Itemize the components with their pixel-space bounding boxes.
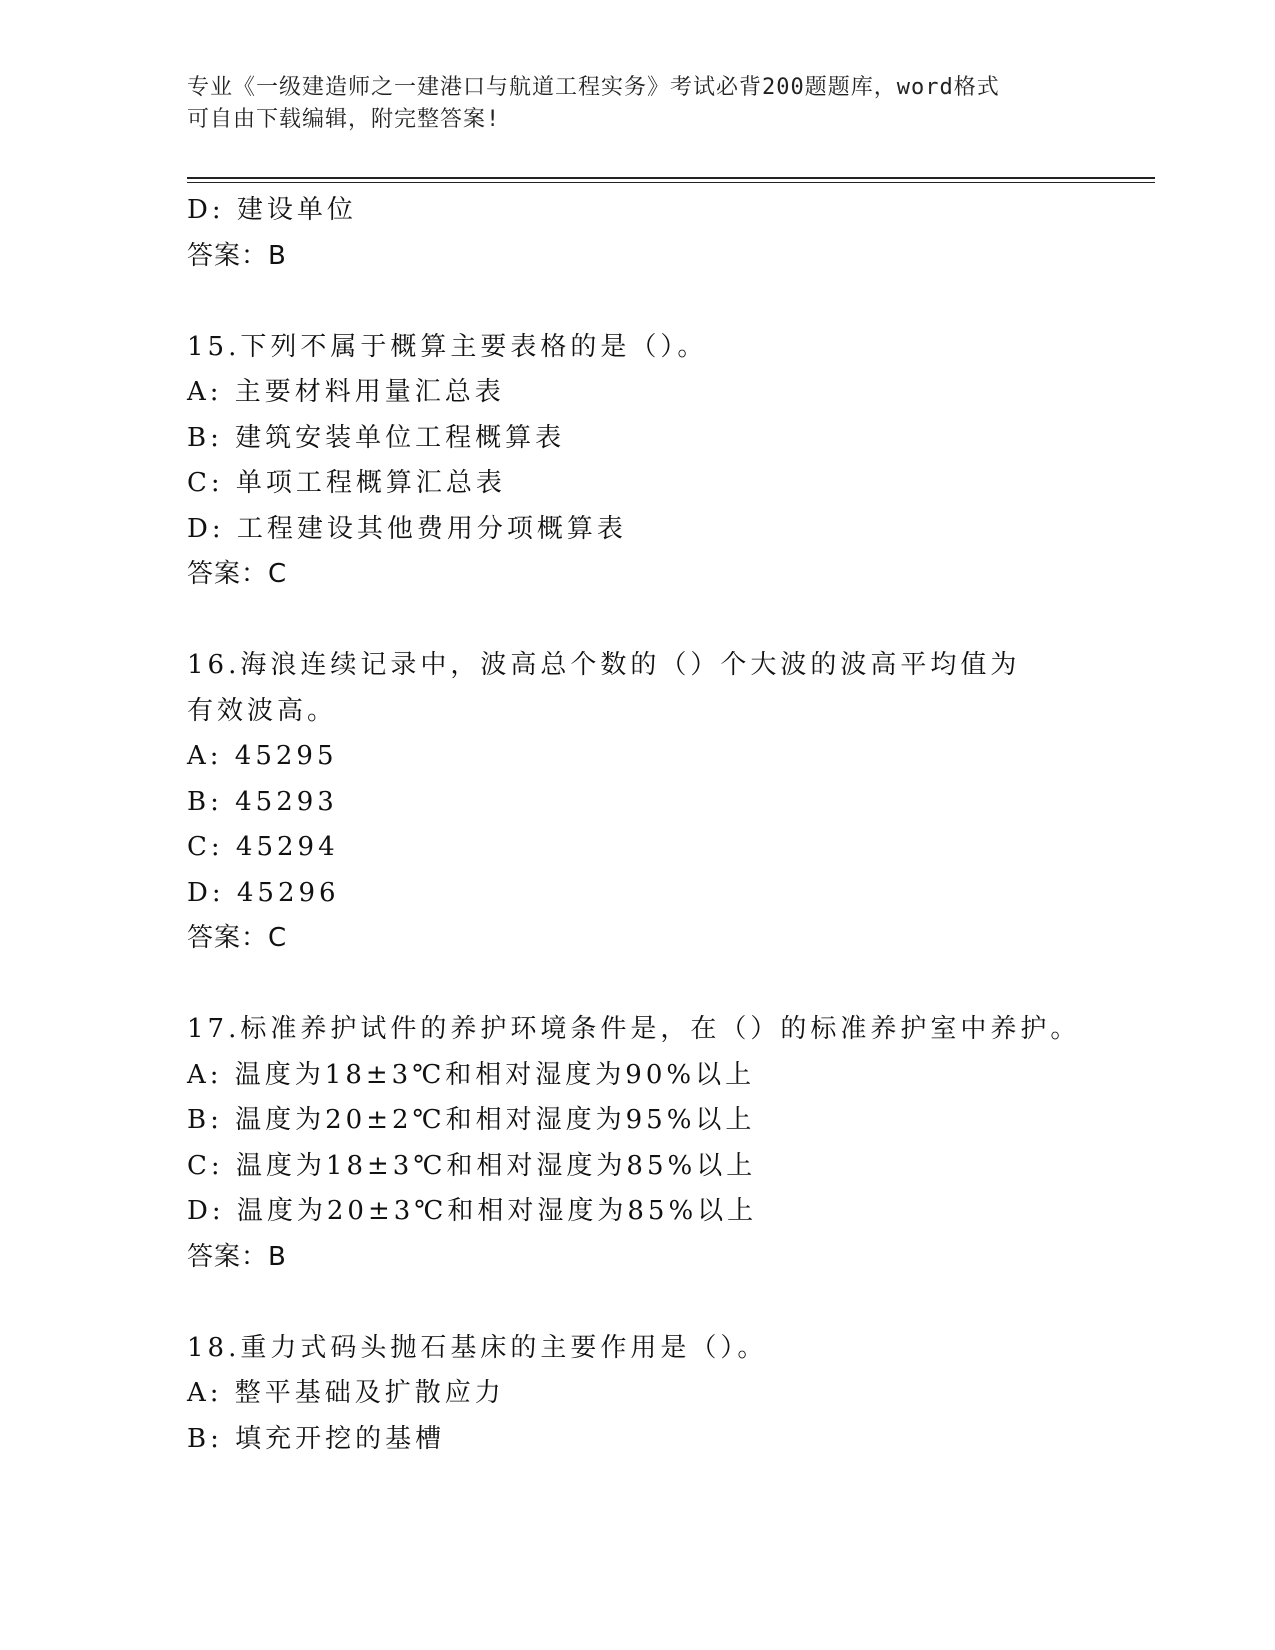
question-stem: 16.海浪连续记录中，波高总个数的（）个大波的波高平均值为有效波高。 bbox=[187, 650, 1021, 726]
option-b: B: 建筑安装单位工程概算表 bbox=[187, 422, 566, 453]
header-rule-thin bbox=[187, 182, 1155, 183]
option-a: A: 45295 bbox=[187, 741, 338, 771]
option-d: D: 工程建设其他费用分项概算表 bbox=[187, 513, 627, 544]
option-d: D: 温度为20±3℃和相对湿度为85%以上 bbox=[187, 1196, 758, 1226]
prev-answer: 答案：B bbox=[187, 240, 287, 271]
option-b: B: 填充开挖的基槽 bbox=[187, 1423, 446, 1454]
answer: 答案：B bbox=[187, 1241, 287, 1272]
option-c: C: 单项工程概算汇总表 bbox=[187, 468, 506, 498]
answer: 答案：C bbox=[187, 923, 288, 953]
question-stem: 17.标准养护试件的养护环境条件是，在（）的标准养护室中养护。 bbox=[187, 1014, 1081, 1044]
option-a: A: 温度为18±3℃和相对湿度为90%以上 bbox=[187, 1059, 756, 1090]
question-stem: 15.下列不属于概算主要表格的是（）。 bbox=[187, 331, 708, 362]
option-c: C: 45294 bbox=[187, 832, 339, 862]
option-b: B: 45293 bbox=[187, 786, 338, 817]
question-stem: 18.重力式码头抛石基床的主要作用是（）。 bbox=[187, 1332, 768, 1363]
question-18 bbox=[187, 1326, 1087, 1463]
question-16 bbox=[187, 643, 1087, 962]
prev-option-d: D: 建设单位 bbox=[187, 195, 357, 225]
question-list bbox=[187, 188, 1087, 1462]
question-15 bbox=[187, 325, 1087, 598]
header-rule-thick bbox=[187, 177, 1155, 179]
question-17 bbox=[187, 1007, 1087, 1280]
page-header bbox=[187, 72, 1087, 136]
option-d: D: 45296 bbox=[187, 877, 340, 908]
option-b: B: 温度为20±2℃和相对湿度为95%以上 bbox=[187, 1105, 756, 1135]
header-line-2: 可自由下载编辑，附完整答案! bbox=[187, 107, 501, 132]
option-a: A: 主要材料用量汇总表 bbox=[187, 377, 505, 407]
option-a: A: 整平基础及扩散应力 bbox=[187, 1378, 505, 1408]
option-c: C: 温度为18±3℃和相对湿度为85%以上 bbox=[187, 1150, 757, 1181]
answer: 答案：C bbox=[187, 559, 288, 589]
header-line-1: 专业《一级建造师之一建港口与航道工程实务》考试必背200题题库，word格式 bbox=[187, 75, 1000, 100]
